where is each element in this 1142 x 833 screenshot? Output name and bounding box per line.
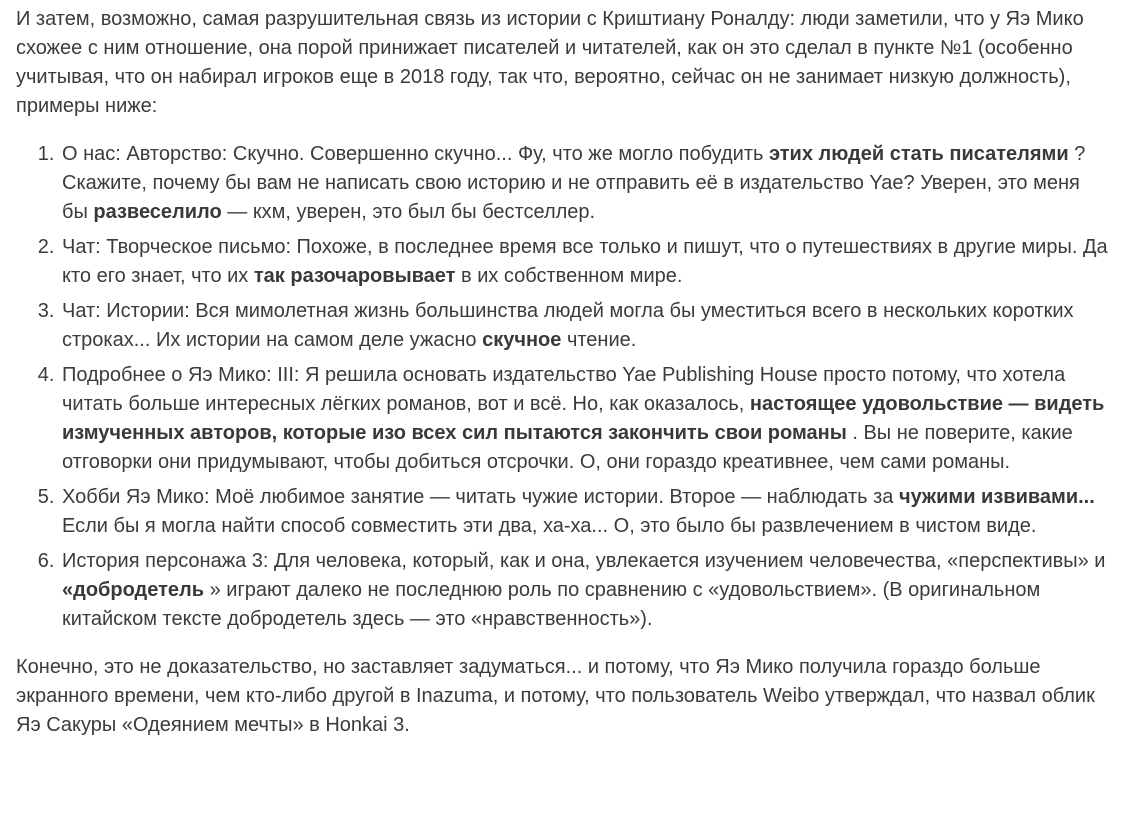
text-run: Хобби Яэ Мико: Моё любимое занятие — читать чужие истории. Второе — наблюдать за xyxy=(62,486,899,508)
text-run: О нас: Авторство: Скучно. Совершенно скучно... Фу, что же могло побудить xyxy=(62,143,769,165)
text-run: Подробнее о Яэ Мико: III: Я решила основать издательство Yae Publishing House просто потому, что хотела читать больше интересных лёгких романов, вот и всё. Но, как оказалось, xyxy=(62,364,1066,415)
text-run: Чат: Творческое письмо: Похоже, в последнее время все только и пишут, что о путешествиях в другие миры. Да кто его знает, что их xyxy=(62,236,1108,287)
text-run: — кхм, уверен, это был бы бестселлер. xyxy=(221,201,596,223)
bold-text-run: этих людей стать писателями xyxy=(768,143,1069,165)
list-item-1 xyxy=(60,140,1108,227)
text-run: » играют далеко не последнюю роль по сравнению с «удовольствием». (В оригинальном китайском тексте добродетель здесь — это «нравственность»). xyxy=(62,579,1041,630)
outro-paragraph xyxy=(16,653,1108,740)
bold-text-run: скучное xyxy=(482,329,562,351)
bold-text-run: настоящее удовольствие — видеть измученных авторов, которые изо всех сил пытаются закончить свои романы xyxy=(62,393,1105,444)
bold-text-run: чужими извивами... xyxy=(898,486,1095,508)
list-item-6 xyxy=(60,547,1108,634)
text-run: ? Скажите, почему бы вам не написать свою историю и не отправить её в издательство Yae? Уверен, это меня бы xyxy=(62,143,1086,223)
text-run: Конечно, это не доказательство, но заставляет задуматься... и потому, что Яэ Мико получила гораздо больше экранного времени, чем кто-либо другой в Inazuma, и потому, что пользователь Weibo утверждал, что назвал облик Яэ Сакуры «Одеянием мечты» в Honkai 3. xyxy=(16,656,1095,736)
text-run: Чат: Истории: Вся мимолетная жизнь большинства людей могла бы уместиться всего в нескольких коротких строках... Их истории на самом деле ужасно xyxy=(62,300,1074,351)
list-item-5 xyxy=(60,483,1108,541)
list-item-3 xyxy=(60,297,1108,355)
text-run: И затем, возможно, самая разрушительная связь из истории с Криштиану Роналду: люди заметили, что у Яэ Мико схожее с ним отношение, она порой принижает писателей и читателей, как он это сделал в пункте №1 (особенно учитывая, что он набирал игроков еще в 2018 году, так что, вероятно, сейчас он не занимает низкую должность), примеры ниже: xyxy=(16,8,1084,117)
list-item-4 xyxy=(60,361,1108,477)
bold-text-run: так разочаровывает xyxy=(253,265,456,287)
text-run: чтение. xyxy=(561,329,637,351)
list-item-2 xyxy=(60,233,1108,291)
numbered-list xyxy=(16,140,1108,634)
text-run: . Вы не поверите, какие отговорки они придумывают, чтобы добиться отсрочки. О, они гораздо креативнее, чем сами романы. xyxy=(62,422,1073,473)
text-run: в их собственном мире. xyxy=(455,265,683,287)
bold-text-run: «добродетель xyxy=(62,579,205,601)
text-run: Если бы я могла найти способ совместить эти два, ха-ха... О, это было бы развлечением в чистом виде. xyxy=(62,515,1037,537)
bold-text-run: развеселило xyxy=(93,201,222,223)
intro-paragraph xyxy=(16,5,1108,121)
text-run: История персонажа 3: Для человека, который, как и она, увлекается изучением человечества, «перспективы» и xyxy=(62,550,1106,572)
